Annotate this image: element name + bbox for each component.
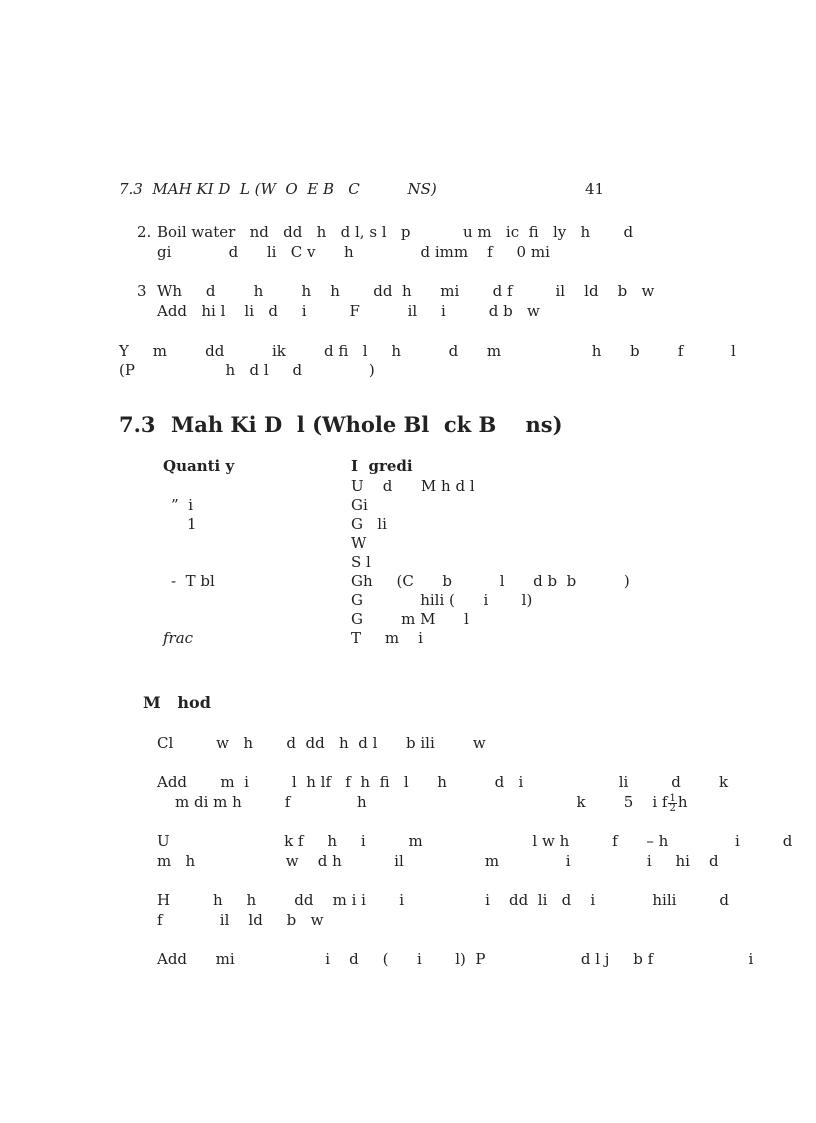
table-cell-quantity: frac xyxy=(163,629,194,647)
table-cell-ingredient: U d M h d l xyxy=(351,477,475,495)
list-item-line: Add hi l li d i F il i d b w xyxy=(157,302,540,320)
table-cell-quantity: - T bl xyxy=(171,572,215,590)
section-number: 7.3 xyxy=(119,412,156,437)
table-cell-ingredient: G m M l xyxy=(351,610,469,628)
table-cell-ingredient: Gh (C b l d b b ) xyxy=(351,572,630,590)
paragraph-line: Y m dd ik d fi l h d m h b f l xyxy=(119,342,736,360)
table-cell-quantity: ” i xyxy=(171,496,194,514)
method-step-line-with-fraction xyxy=(175,792,688,813)
list-item-line: Boil water nd dd h d l, s l p u m ic fi ly h d xyxy=(157,223,634,241)
fraction-denominator: 2 xyxy=(669,802,676,814)
running-header-title: 7.3 MAH KI D L (W O E B C NS) xyxy=(119,180,437,198)
method-step-text: h xyxy=(677,793,688,811)
page-number: 41 xyxy=(585,180,605,198)
table-header-quantity: Quanti y xyxy=(163,457,235,475)
method-step-line: m h w d h il m i i hi d xyxy=(157,852,719,870)
table-cell-ingredient: W xyxy=(351,534,367,552)
table-cell-ingredient: Gi xyxy=(351,496,368,514)
table-cell-ingredient: G hili ( i l) xyxy=(351,591,533,609)
method-step-line: f il ld b w xyxy=(157,911,324,929)
method-step-line: Add m i l h lf f h fi l h d i li d k xyxy=(157,773,729,791)
table-cell-ingredient: S l xyxy=(351,553,371,571)
paragraph-line: (P h d l d ) xyxy=(119,361,375,379)
table-header-ingredient: I gredi xyxy=(351,457,413,475)
list-item-number: 3 xyxy=(137,282,147,300)
half-fraction xyxy=(668,794,676,813)
table-cell-ingredient: T m i xyxy=(351,629,423,647)
method-step-line: U k f h i m l w h f – h i d xyxy=(157,832,793,850)
method-step-line: Add mi i d ( i l) P d l j b f i xyxy=(157,950,754,968)
list-item-line: gi d li C v h d imm f 0 mi xyxy=(157,243,550,261)
method-step-line: H h h dd m i i i i dd li d i hili d xyxy=(157,891,729,909)
table-cell-ingredient: G li xyxy=(351,515,387,533)
method-step-line: Cl w h d dd h d l b ili w xyxy=(157,734,486,752)
table-cell-quantity: 1 xyxy=(187,515,197,533)
list-item-number: 2. xyxy=(137,223,152,241)
method-heading: M hod xyxy=(143,693,211,712)
method-step-text: m di m h f h k 5 i f xyxy=(175,793,668,811)
list-item-line: Wh d h h h dd h mi d f il ld b w xyxy=(157,282,655,300)
fraction-numerator: 1 xyxy=(669,792,676,804)
section-title: Mah Ki D l (Whole Bl ck B ns) xyxy=(171,412,563,437)
